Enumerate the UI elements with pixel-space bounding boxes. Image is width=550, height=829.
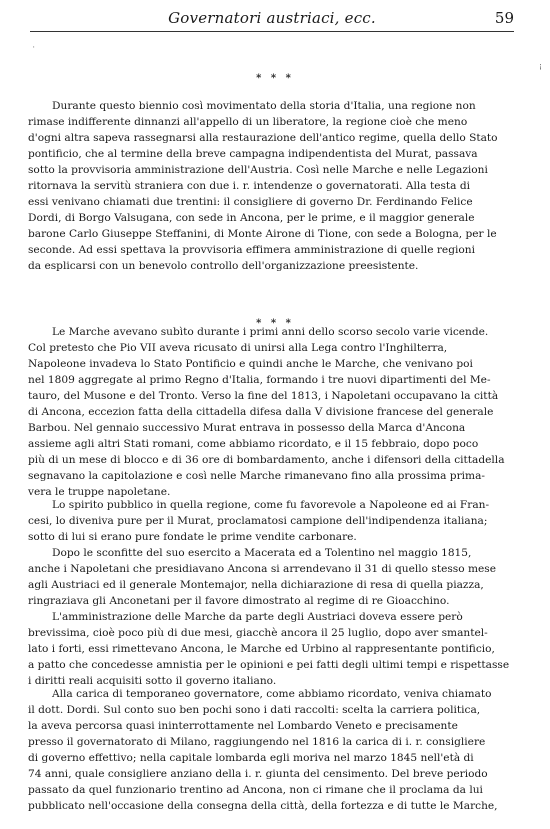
text-line: Dordi, di Borgo Valsugana, con sede in Ancona, per le prime, e il maggior generale xyxy=(28,212,475,224)
text-line: vera le truppe napoletane. xyxy=(28,486,171,498)
text-line: barone Carlo Giuseppe Steffanini, di Monte Airone di Tione, con sede a Bologna, per le xyxy=(28,228,497,240)
text-line: agli Austriaci ed il generale Montemajor, nella dichiarazione di resa di quella piazza, xyxy=(28,579,484,591)
section-separator: * * * xyxy=(256,318,294,329)
text-line: da esplicarsi con un benevolo controllo dell'organizzazione preesistente. xyxy=(28,260,419,272)
text-line: a patto che concedesse amnistia per le opinioni e pei fatti degli ultimi tempi e rispettasse xyxy=(28,659,510,671)
text-line: passato da quel funzionario trentino ad Ancona, non ci rimane che il proclama da lui xyxy=(28,784,483,796)
text-line: presso il governatorato di Milano, raggiungendo nel 1816 la carica di i. r. consigliere xyxy=(28,736,486,748)
text-line: pubblicato nell'occasione della consegna della città, della fortezza e di tutte le Marche, xyxy=(28,800,498,812)
text-line: Lo spirito pubblico in quella regione, come fu favorevole a Napoleone ed ai Fran- xyxy=(52,499,490,511)
text-line: rimase indifferente dinnanzi all'appello di un liberatore, la regione cioè che meno xyxy=(28,116,468,128)
margin-speck: ¡ xyxy=(539,62,542,70)
section-separator: * * * xyxy=(256,73,294,84)
paragraph xyxy=(28,609,516,689)
text-line: tauro, del Musone e del Tronto. Verso la fine del 1813, i Napoletani occupavano la città xyxy=(28,390,499,402)
paragraph xyxy=(28,686,516,814)
text-line: anche i Napoletani che presidiavano Ancona si arrendevano il 31 di quello stesso mese xyxy=(28,563,496,575)
text-line: nel 1809 aggregate al primo Regno d'Italia, formando i tre nuovi dipartimenti del Me- xyxy=(28,374,491,386)
text-line: ringraziava gli Anconetani per il favore dimostrato al regime di re Gioacchino. xyxy=(28,595,450,607)
running-header xyxy=(30,9,514,29)
text-line: lato i forti, essi rimettevano Ancona, le Marche ed Urbino al rappresentante pontificio, xyxy=(28,643,495,655)
text-line: brevissima, cioè poco più di due mesi, giacchè ancora il 25 luglio, dopo aver smantel- xyxy=(28,627,488,639)
text-line: Col pretesto che Pio VII aveva ricusato di unirsi alla Lega contro l'Inghilterra, xyxy=(28,342,448,354)
text-line: sotto di lui si erano pure fondate le prime vendite carbonare. xyxy=(28,531,357,543)
paragraph xyxy=(28,98,516,274)
text-line: Alla carica di temporaneo governatore, come abbiamo ricordato, veniva chiamato xyxy=(52,688,492,700)
text-line: pontificio, che al termine della breve campagna indipendentista del Murat, passava xyxy=(28,148,478,160)
page-number: 59 xyxy=(494,9,514,27)
text-line: i diritti reali acquisiti sotto il governo italiano. xyxy=(28,675,277,687)
paragraph xyxy=(28,545,516,609)
text-line: Barbou. Nel gennaio successivo Murat entrava in possesso della Marca d'Ancona xyxy=(28,422,466,434)
text-line: sotto la provvisoria amministrazione dell'Austria. Così nelle Marche e nelle Legazioni xyxy=(28,164,488,176)
text-line: Dopo le sconfitte del suo esercito a Macerata ed a Tolentino nel maggio 1815, xyxy=(52,547,472,559)
text-line: Durante questo biennio così movimentato della storia d'Italia, una regione non xyxy=(52,100,476,112)
text-line: 74 anni, quale consigliere anziano della i. r. giunta del censimento. Del breve periodo xyxy=(28,768,488,780)
text-line: il dott. Dordi. Sul conto suo ben pochi sono i dati raccolti: scelta la carriera politica, xyxy=(28,704,481,716)
text-line: cesi, lo diveniva pure per il Murat, proclamatosi campione dell'indipendenza italiana; xyxy=(28,515,488,527)
text-line: Le Marche avevano subìto durante i primi anni dello scorso secolo varie vicende. xyxy=(52,326,489,338)
text-line: assieme agli altri Stati romani, come abbiamo ricordato, e il 15 febbraio, dopo poco xyxy=(28,438,479,450)
text-line: segnavano la capitolazione e così nelle Marche rimanevano fino alla prossima prima- xyxy=(28,470,485,482)
margin-speck: ' xyxy=(33,46,35,53)
text-line: ritornava la servitù straniera con due i. r. intendenze o governatorati. Alla testa di xyxy=(28,180,471,192)
text-line: di governo effettivo; nella capitale lombarda egli moriva nel marzo 1845 nell'età di xyxy=(28,752,474,764)
header-rule xyxy=(30,31,514,32)
text-line: Napoleone invadeva lo Stato Pontificio e quindi anche le Marche, che venivano poi xyxy=(28,358,473,370)
text-line: più di un mese di blocco e di 36 ore di bombardamento, anche i difensori della cittadella xyxy=(28,454,505,466)
text-line: essi venivano chiamati due trentini: il consigliere di governo Dr. Ferdinando Felice xyxy=(28,196,473,208)
running-title: Governatori austriaci, ecc. xyxy=(168,9,376,27)
paragraph xyxy=(28,497,516,545)
text-line: L'amministrazione delle Marche da parte degli Austriaci doveva essere però xyxy=(52,611,463,623)
paragraph xyxy=(28,324,516,500)
text-line: di Ancona, eccezion fatta della cittadella difesa dalla V divisione francese del generale xyxy=(28,406,494,418)
text-line: seconde. Ad essi spettava la provvisoria effimera amministrazione di quelle regioni xyxy=(28,244,475,256)
text-line: d'ogni altra sapeva rassegnarsi alla restaurazione dell'antico regime, quella dello Stato xyxy=(28,132,498,144)
text-line: la aveva percorsa quasi ininterrottamente nel Lombardo Veneto e precisamente xyxy=(28,720,458,732)
